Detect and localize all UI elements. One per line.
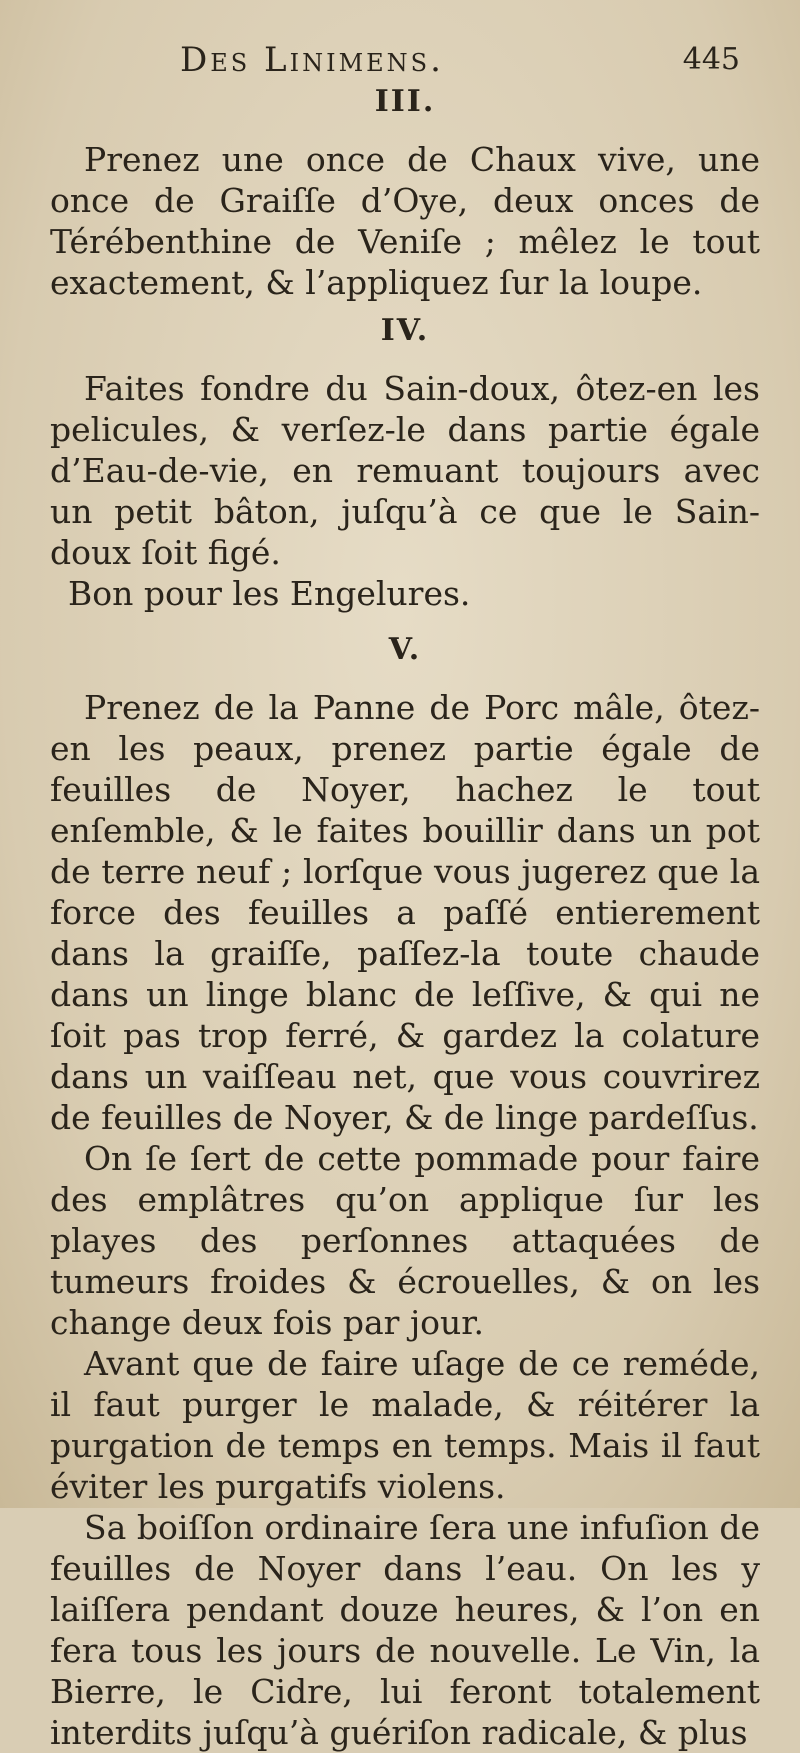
recipe-3-paragraph: Prenez une once de Chaux vive, une once de Graiſſe d’Oye, deux onces de Térébenthine de Veniſe ; mêlez le tout exactement, & l’appliquez ſur la loupe. [50, 140, 760, 302]
section-numeral-3: III. [374, 84, 436, 119]
recipe-5-paragraph-4: Sa boiſſon ordinaire ſera une infuſion de feuilles de Noyer dans l’eau. On les y laiſſera pendant douze heures, & l’on en fera tous les jours de nouvelle. Le Vin, la Bierre, le Cidre, lui feront totalement interdits juſqu’à guériſon radicale, & plus [50, 1508, 760, 1752]
recipe-5-paragraph-3: Avant que de faire uſage de ce reméde, il faut purger le malade, & réitérer la purgation de temps en temps. Mais il faut éviter les purgatifs violens. [50, 1344, 760, 1506]
recipe-4-paragraph: Faites fondre du Sain-doux, ôtez-en les pelicules, & verſez-le dans partie égale d’Eau-de-vie, en remuant toujours avec un petit bâton, juſqu’à ce que le Sain-doux ſoit figé. [50, 369, 760, 572]
section-numeral-5: V. [388, 632, 422, 667]
section-numeral-4: IV. [380, 313, 430, 348]
page-number: 445 [682, 42, 740, 77]
recipe-4-note: Bon pour les Engelures. [68, 574, 471, 613]
recipe-5-paragraph-2: On ſe ſert de cette pommade pour faire des emplâtres qu’on applique ſur les playes des perſonnes attaquées de tumeurs froides & écrouelles, & on les change deux fois par jour. [50, 1139, 760, 1342]
running-head [50, 40, 760, 84]
running-title: Des Linimens. [180, 40, 444, 80]
recipe-5-paragraph-1: Prenez de la Panne de Porc mâle, ôtez-en les peaux, prenez partie égale de feuilles de Noyer, hachez le tout enſemble, & le faites bouillir dans un pot de terre neuf ; lorſque vous jugerez que la force des feuilles a paſſé entierement dans la graiſſe, paſſez-la toute chaude dans un linge blanc de leſſive, & qui ne ſoit pas trop ferré, & gardez la colature dans un vaiſſeau net, que vous couvrirez de feuilles de Noyer, & de linge pardeſſus. [50, 688, 760, 1137]
